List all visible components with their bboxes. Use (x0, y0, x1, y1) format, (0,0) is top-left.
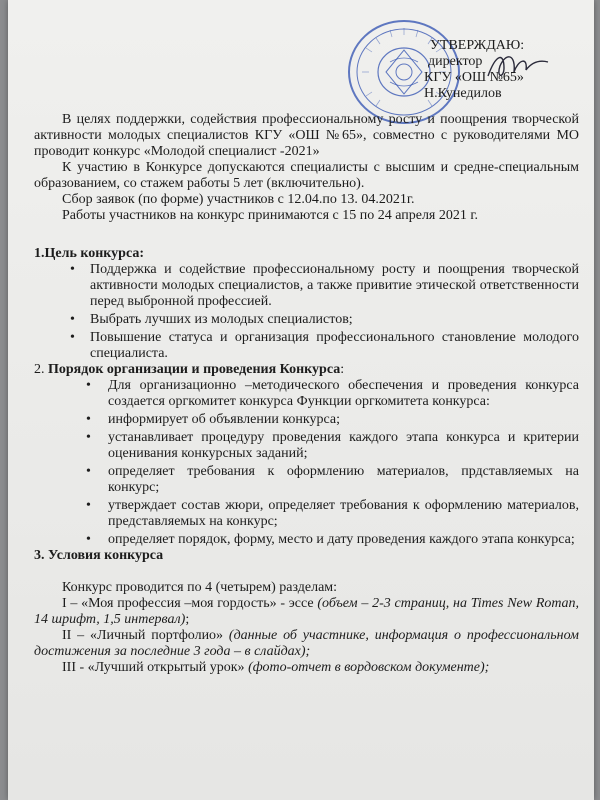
section-3-part-1 (34, 596, 579, 628)
list-item: • устанавливает процедуру проведения каждого этапа конкурса и критерии оценивания конкурсных заданий; (34, 430, 579, 462)
list-item: • определяет порядок, форму, место и дату проведения каждого этапа конкурса; (34, 532, 579, 548)
section-2-title (34, 362, 579, 378)
part-3-note: (фото-отчет в вордовском документе); (248, 660, 490, 675)
section-3-lead: Конкурс проводится по 4 (четырем) разделам: (62, 580, 338, 595)
part-1-text: I – «Моя профессия –моя гордость» - эссе (62, 596, 318, 611)
section-3-title: 3. Условия конкурса (34, 548, 164, 563)
part-1-tail: ; (185, 612, 190, 627)
approval-name: Н.Кунедилов (424, 86, 502, 101)
document-page (8, 0, 594, 800)
section-3-part-2 (34, 628, 579, 660)
section-1-list (34, 262, 579, 362)
list-item: • утверждает состав жюри, определяет требования к оформлению материалов, представляемых на конкурс; (34, 498, 579, 530)
list-item: • информирует об объявлении конкурса; (34, 412, 579, 428)
section-2-heading: Порядок организации и проведения Конкурса (48, 362, 341, 377)
intro-paragraph-3: Сбор заявок (по форме) участников с 12.04.по 13. 04.2021г. (62, 192, 415, 207)
section-2-list (34, 378, 579, 548)
list-item: • определяет требования к оформлению материалов, прдставляемых на конкурс; (34, 464, 579, 496)
section-2-colon: : (340, 362, 345, 377)
part-2-text: II – «Личный портфолио» (62, 628, 229, 643)
part-1-note: (объем – 2-3 страниц, на Times New Roman, 14 шрифт, 1,5 интервал) (34, 596, 579, 627)
approval-org: КГУ «ОШ №65» (424, 70, 524, 85)
intro-paragraph-2: К участию в Конкурсе допускаются специалисты с высшим и средне-специальным образованием, со стажем работы 5 лет (включительно). (34, 160, 579, 191)
part-2-note: (данные об участнике, информация о профессиональном достижения за последние 3 года – в слайдах); (34, 628, 579, 659)
section-2-number: 2. (34, 362, 45, 377)
intro-paragraph-4: Работы участников на конкурс принимаются с 15 по 24 апреля 2021 г. (62, 208, 479, 223)
list-item: • Повышение статуса и организация профессионального становление молодого специалиста. (34, 330, 579, 362)
list-item: • Для организационно –методического обеспечения и проведения конкурса создается оргкомитет конкурса Функции оргкомитета конкурса: (34, 378, 579, 410)
section-3-part-3 (34, 660, 579, 676)
list-item: • Выбрать лучших из молодых специалистов; (34, 312, 579, 328)
intro-paragraph-1: В целях поддержки, содействия профессиональному росту и поощрения творческой активности молодых специалистов КГУ «ОШ №65», совместно с руководителями МО проводит конкурс «Молодой специалист -2021» (34, 112, 579, 159)
section-1-title: 1.Цель конкурса: (34, 246, 145, 261)
list-item: • Поддержка и содействие профессиональному росту и поощрения творческой активности молодых специалистов, а также привитие этической ответственности перед выбронной профессией. (34, 262, 579, 310)
approval-block (424, 38, 568, 102)
approval-title: УТВЕРЖДАЮ: (430, 38, 525, 53)
approval-position: директор (428, 54, 483, 69)
document-body (34, 112, 579, 676)
part-3-text: III - «Лучший открытый урок» (62, 660, 249, 675)
